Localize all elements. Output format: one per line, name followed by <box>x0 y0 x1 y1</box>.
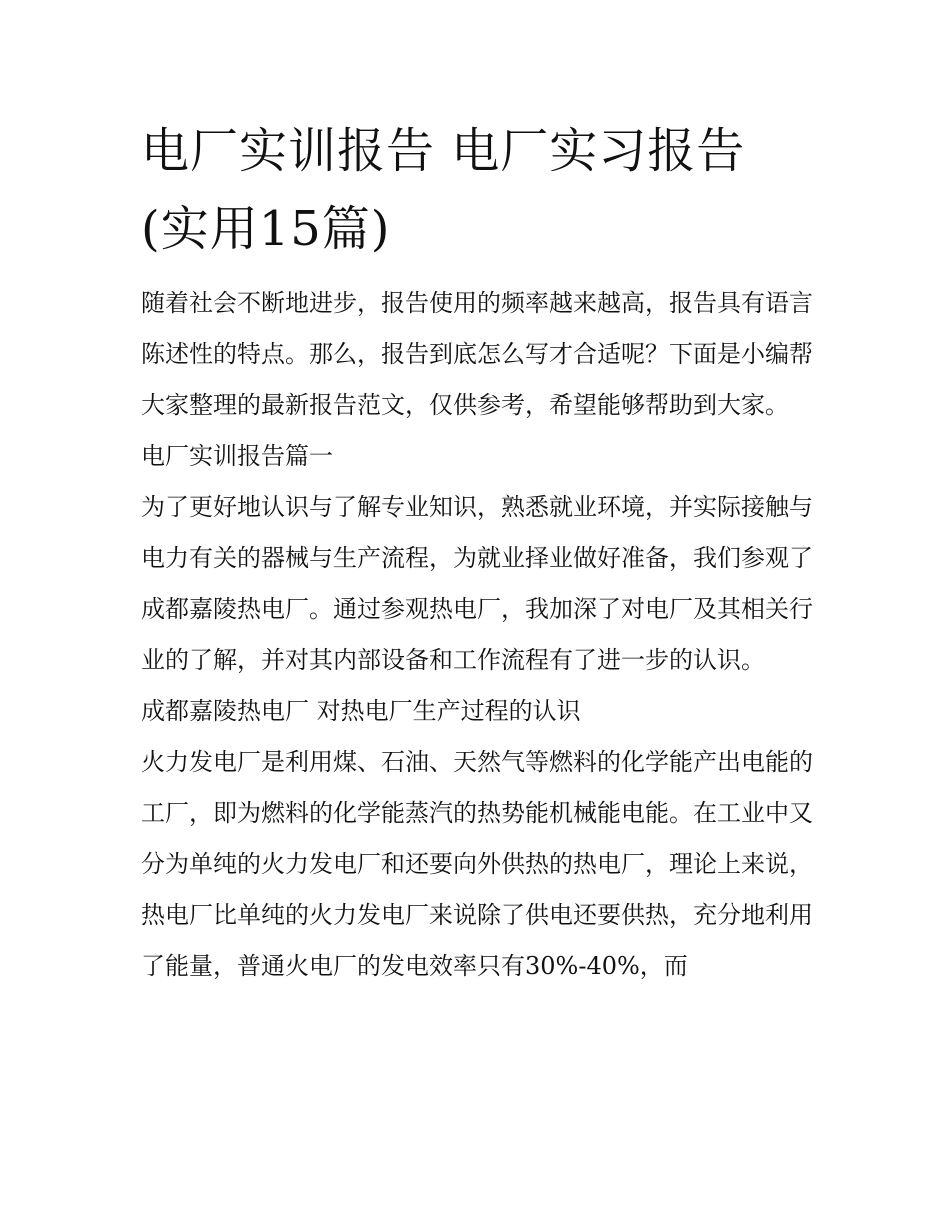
document-title <box>141 112 821 268</box>
body-paragraph-1: 为了更好地认识与了解专业知识，熟悉就业环境，并实际接触与电力有关的器械与生产流程，为就业择业做好准备，我们参观了成都嘉陵热电厂。通过参观热电厂，我加深了对电厂及其相关行业的了解，并对其内部设备和工作流程有了进一步的认识。 <box>141 493 813 674</box>
subheading-1: 成都嘉陵热电厂 对热电厂生产过程的认识 <box>141 697 581 725</box>
document-body <box>141 278 813 992</box>
body-paragraph-2: 火力发电厂是利用煤、石油、天然气等燃料的化学能产出电能的工厂，即为燃料的化学能蒸汽的热势能机械能电能。在工业中又分为单纯的火力发电厂和还要向外供热的热电厂，理论上来说，热电厂比单纯的火力发电厂来说除了供电还要供热，充分地利用了能量，普通火电厂的发电效率只有30%-40%，而 <box>141 748 813 980</box>
title-line-1: 电厂实训报告 电厂实习报告 <box>141 123 746 179</box>
section-heading-1: 电厂实训报告篇一 <box>141 442 333 470</box>
intro-paragraph: 随着社会不断地进步，报告使用的频率越来越高，报告具有语言陈述性的特点。那么，报告到底怎么写才合适呢？下面是小编帮大家整理的最新报告范文，仅供参考，希望能够帮助到大家。 <box>141 289 813 419</box>
title-line-2: (实用15篇) <box>141 201 391 257</box>
